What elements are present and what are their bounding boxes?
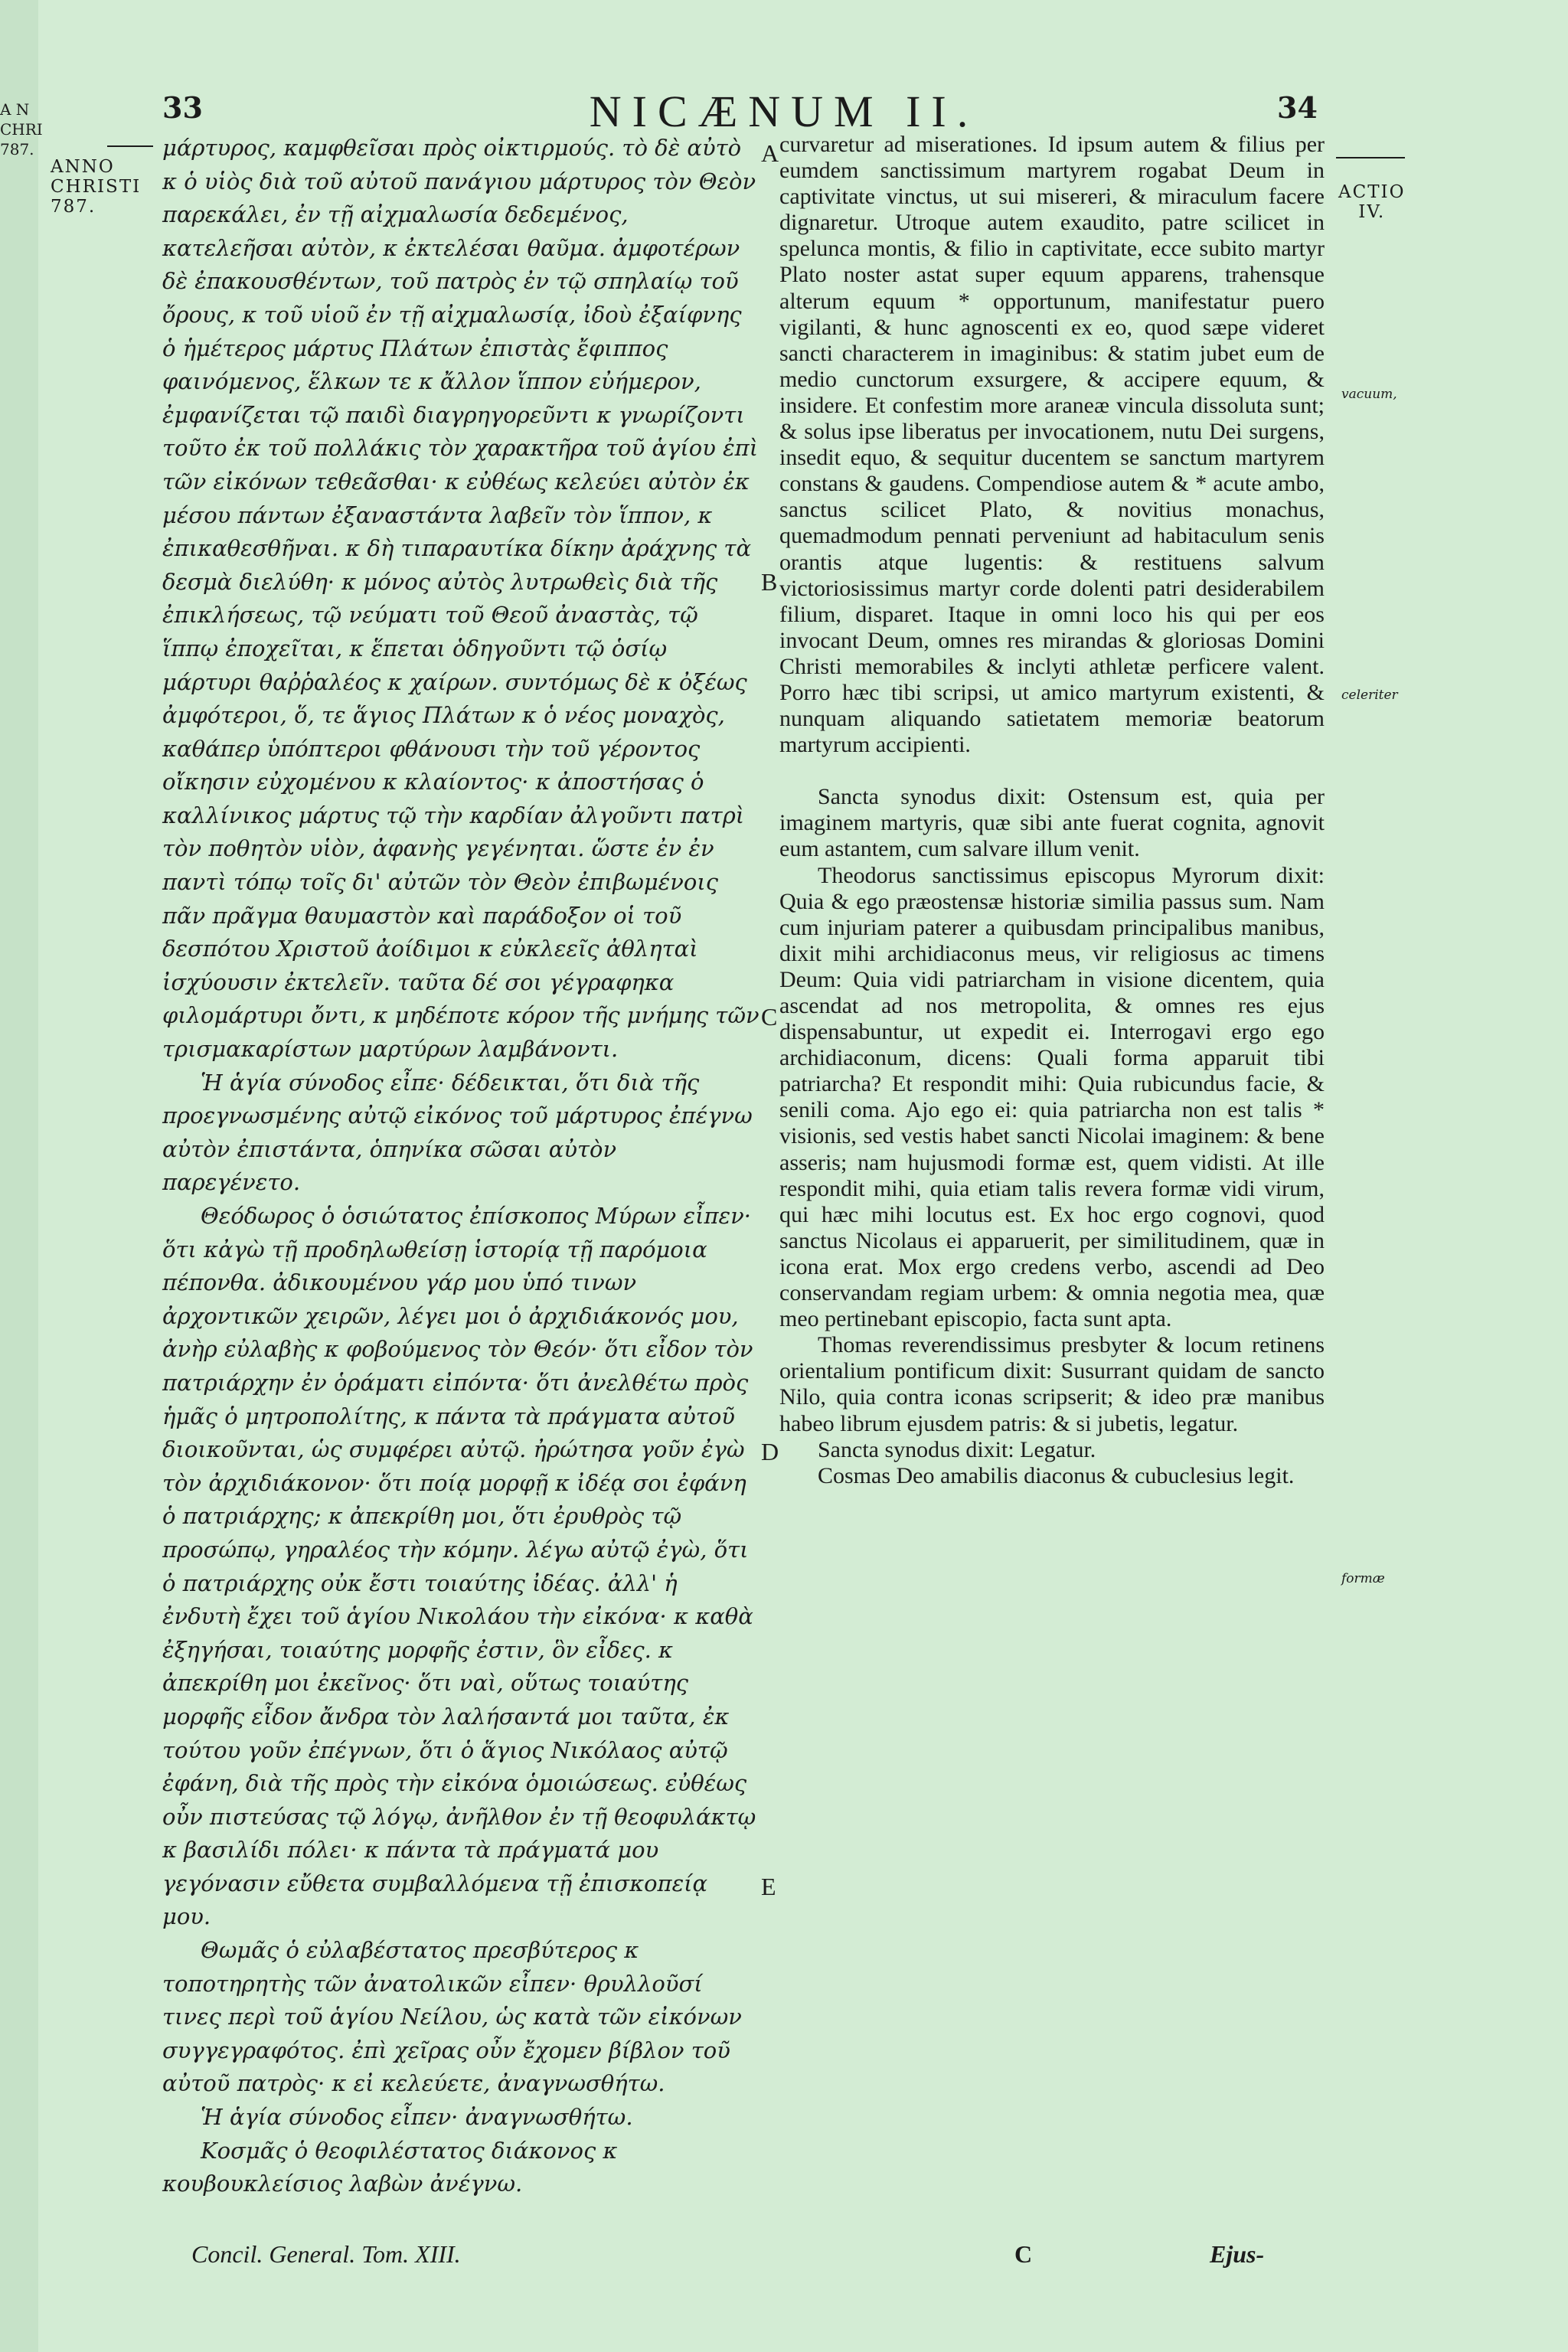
greek-paragraph-cosmas: Κοσμᾶς ὁ θεοφιλέστατος διάκονος κ κουβουκλείσιος λαβὼν ἀνέγνω. bbox=[162, 2137, 618, 2197]
latin-text-column bbox=[779, 132, 1325, 1489]
gloss-vacuum: vacuum, bbox=[1341, 387, 1397, 402]
section-letter-c: C bbox=[761, 1003, 778, 1031]
greek-paragraph-martyr-plato: μάρτυρος, καμφθεῖσαι πρὸς οἰκτιρμούς. τὸ δὲ αὐτὸ κ ὁ υἱὸς διὰ τοῦ αὐτοῦ πανάγιου μάρτυρος τὸν Θεὸν παρεκάλει, ἐν τῇ αἰχμαλωσία δεδεμένος, κατελεῆσαι αὐτὸν, κ ἐκτελέσαι θαῦμα. ἀμφοτέρων δὲ ἐπακουσθέντων, τοῦ πατρὸς ἐν τῷ σπηλαίῳ τοῦ ὄρους, κ τοῦ υἱοῦ ἐν τῇ αἰχμαλωσίᾳ, ἰδοὺ ἐξαίφνης ὁ ἡμέτερος μάρτυς Πλάτων ἐπιστὰς ἔφιππος φαινόμενος, ἕλκων τε κ ἄλλον ἵππον εὐήμερον, ἐμφανίζεται τῷ παιδὶ διαγρηγορεῦντι κ γνωρίζοντι τοῦτο ἐκ τοῦ πολλάκις τὸν χαρακτῆρα τοῦ ἁγίου ἐπὶ τῶν εἰκόνων τεθεᾶσθαι· κ εὐθέως κελεύει αὐτὸν ἐκ μέσου πάντων ἐξαναστάντα λαβεῖν τὸν ἵππον, κ ἐπικαθεσθῆναι. κ δὴ τιπαραυτίκα δίκην ἀράχνης τὰ δεσμὰ διελύθη· κ μόνος αὐτὸς λυτρωθεὶς διὰ τῆς ἐπικλήσεως, τῷ νεύματι τοῦ Θεοῦ ἀναστὰς, τῷ ἵππῳ ἐποχεῖται, κ ἕπεται ὁδηγοῦντι τῷ ὁσίῳ μάρτυρι θαῤῥαλέος κ χαίρων. συντόμως δὲ κ ὀξέως ἀμφότεροι, ὅ, τε ἅγιος Πλάτων κ ὁ νέος μοναχὸς, καθάπερ ὑπόπτεροι φθάνουσι τὴν τοῦ γέροντος οἴκησιν εὐχομένου κ κλαίοντος· κ ἀποστήσας ὁ καλλίνικος μάρτυς τῷ τὴν καρδίαν ἀλγοῦντι πατρὶ τὸν ποθητὸν υἱὸν, ἀφανὴς γεγένηται. ὥστε ἐν ἐν παντὶ τόπῳ τοῖς δι' αὐτῶν τὸν Θεὸν ἐπιβωμένοις πᾶν πρᾶγμα θαυμαστὸν καὶ παράδοξον οἱ τοῦ δεσπότου Χριστοῦ ἀοίδιμοι κ εὐκλεεῖς ἀθληταὶ ἰσχύουσιν ἐκτελεῖν. ταῦτα δέ σοι γέγραφηκα φιλομάρτυρι ὄντι, κ μηδέποτε κόρον τῆς μνήμης τῶν τρισμακαρίστων μαρτύρων λαμβάνοντι. bbox=[162, 135, 760, 1063]
section-letter-a: A bbox=[761, 139, 779, 167]
left-page-number: 33 bbox=[162, 90, 203, 125]
latin-paragraph-theodorus: Theodorus sanctissimus episcopus Myrorum dixit: Quia & ego præostensæ historiæ similia passus sum. Nam cum injuriam paterer a quibusdam principalibus manibus, dixit mihi archidiaconus meus, vir religiosus ac timens Deum: Quia vidi patriarcham in visione dicentem, quia ascendat ad nos metropolita, & omnes res ejus dispensabuntur, ut expedit ei. Interrogavi ergo ego archidiaconum, dicens: Quali forma apparuit tibi patriarcha? Et respondit mihi: Quia rubicundus facie, & senili coma. Ajo ego ei: quia patriarcha non est talis * visionis, sed vestis habet sancti Nicolai imaginem: & bene asseris; nam hujusmodi formæ est, quem vidisti. At ille respondit mihi, quia etiam talis revera formæ vidi virum, qui hæc mihi locutus est. Ex hoc ergo cognovi, quod sanctus Nicolaus ei apparuerit, per similitudinem, quæ in icona erat. Mox ergo credens verbo, ascendi ad Deo conservandam regiam urbem: & omnia negotia mea, quæ meo pertinebant episcopio, facta sunt apta. bbox=[779, 862, 1325, 1332]
footer-signature-mark: C bbox=[1014, 2240, 1033, 2268]
greek-text-column bbox=[162, 132, 760, 2201]
section-letter-d: D bbox=[761, 1438, 779, 1465]
greek-paragraph-synod-response: Ἡ ἁγία σύνοδος εἶπε· δέδεικται, ὅτι διὰ τῆς προεγνωσμένης αὐτῷ εἰκόνος τοῦ μάρτυρος ἐπέγνω αὐτὸν ἐπιστάντα, ὁπηνίκα σῶσαι αὐτὸν παρεγένετο. bbox=[162, 1069, 753, 1196]
greek-paragraph-theodorus: Θεόδωρος ὁ ὁσιώτατος ἐπίσκοπος Μύρων εἶπεν· ὅτι κἀγὼ τῇ προδηλωθείσῃ ἱστορίᾳ τῇ παρόμοια πέπονθα. ἀδικουμένου γάρ μου ὑπό τινων ἀρχοντικῶν χειρῶν, λέγει μοι ὁ ἀρχιδιάκονός μου, ἀνὴρ εὐλαβὴς κ φοβούμενος τὸν Θεόν· ὅτι εἶδον τὸν πατριάρχην ἐν ὁράματι εἰπόντα· ὅτι ἀνελθέτω πρὸς ἡμᾶς ὁ μητροπολίτης, κ πάντα τὰ πράγματα αὐτοῦ διοικοῦνται, ὡς συμφέρει αὐτῷ. ἠρώτησα γοῦν ἐγὼ τὸν ἀρχιδιάκονον· ὅτι ποίᾳ μορφῇ κ ἰδέᾳ σοι ἐφάνη ὁ πατριάρχης; κ ἀπεκρίθη μοι, ὅτι ἐρυθρὸς τῷ προσώπῳ, γηραλέος τὴν κόμην. λέγω αὐτῷ ἐγὼ, ὅτι ὁ πατριάρχης οὐκ ἔστι τοιαύτης ἰδέας. ἀλλ' ἡ ἐνδυτὴ ἔχει τοῦ ἁγίου Νικολάου τὴν εἰκόνα· κ καθὰ ἐξηγήσαι, τοιαύτης μορφῆς ἐστιν, ὃν εἶδες. κ ἀπεκρίθη μοι ἐκεῖνος· ὅτι ναὶ, οὕτως τοιαύτης μορφῆς εἶδον ἄνδρα τὸν λαλήσαντά μοι ταῦτα, ἐκ τούτου γοῦν ἐπέγνων, ὅτι ὁ ἅγιος Νικόλαος αὐτῷ ἐφάνη, διὰ τῆς πρὸς τὴν εἰκόνα ὁμοιώσεως. εὐθέως οὖν πιστεύσας τῷ λόγῳ, ἀνῆλθον ἐν τῇ θεοφυλάκτῳ κ βασιλίδι πόλει· κ πάντα τὰ πράγματά μου γεγόνασιν εὔθετα συμβαλλόμενα τῇ ἐπισκοπείᾳ μου. bbox=[162, 1203, 756, 1930]
page-edge bbox=[0, 0, 38, 2352]
running-title: NICÆNUM II. bbox=[589, 87, 979, 136]
actio-note: ACTIO IV. bbox=[1338, 182, 1406, 222]
greek-paragraph-synod-reading: Ἡ ἁγία σύνοδος εἶπεν· ἀναγνωσθήτω. bbox=[201, 2104, 633, 2131]
section-letter-e: E bbox=[761, 1873, 776, 1900]
gloss-celeriter: celeriter bbox=[1341, 688, 1398, 703]
greek-paragraph-thomas: Θωμᾶς ὁ εὐλαβέστατος πρεσβύτερος κ τοποτηρητὴς τῶν ἀνατολικῶν εἶπεν· θρυλλοῦσί τινες περὶ τοῦ ἁγίου Νείλου, ὡς κατὰ τῶν εἰκόνων συγγεγραφότος. ἐπὶ χεῖρας οὖν ἔχομεν βίβλον τοῦ αὐτοῦ πατρὸς· κ εἰ κελεύετε, ἀναγνωσθήτω. bbox=[162, 1937, 742, 2097]
footer-catchword: Ejus- bbox=[1210, 2240, 1265, 2268]
latin-paragraph-synod-response: Sancta synodus dixit: Ostensum est, quia per imaginem martyris, quæ sibi ante fuerat cognita, agnovit eum astantem, cum salvare illum venit. bbox=[779, 784, 1325, 862]
latin-paragraph-thomas: Thomas reverendissimus presbyter & locum retinens orientalium pontificum dixit: Susurrant quidam de sancto Nilo, quia contra iconas scripserit; & ideo præ manibus habeo librum ejusdem patris: & si jubetis, legatur. bbox=[779, 1332, 1325, 1436]
left-header-rule bbox=[107, 145, 153, 147]
latin-paragraph-martyr-plato: curvaretur ad miserationes. Id ipsum autem & filius per eumdem sanctissimum martyrem rogabat Deum in captivitate vinctus, ut sui misereri, & miraculum facere dignaretur. Utroque autem exaudito, patre scilicet in spelunca montis, & filio in captivitate, ecce subito martyr Plato noster astat super equum apparens, trahensque alterum equum * opportunum, manifestatur puero vigilanti, & hunc agnoscenti ex eo, quod sæpe videret sancti characterem in imaginibus: & statim jubet eum de medio cunctorum exsurgere, & accipere equum, & insidere. Et confestim more araneæ vincula dissoluta sunt; & solus ipse liberatus per invocationem, nutu Dei surgens, insedit equo, & sequitur ducentem se sanctum martyrem constans & gaudens. Compendiose autem & * acute ambo, sanctus scilicet Plato, & novitius monachus, quemadmodum pennati perveniunt ad habitaculum senis orantis atque lugentis: & restituens salvum victoriosissimus martyr corde dolenti patri desiderabilem filium, disparet. Itaque in omni loco his qui per eos invocant Deum, omnes res mirandas & gloriosas Domini Christi memorabiles & inclyti athletæ perficere valent. Porro hæc tibi scripsi, ut amico martyrum existenti, & nunquam aliquando satietatem memoriæ beatorum martyrum accipienti. bbox=[779, 132, 1325, 758]
gloss-formae: formæ bbox=[1341, 1571, 1385, 1586]
anno-christi-note: ANNO CHRISTI 787. bbox=[51, 157, 142, 217]
footer-citation: Concil. General. Tom. XIII. bbox=[191, 2240, 461, 2268]
right-page-number: 34 bbox=[1277, 90, 1318, 125]
section-letter-b: B bbox=[761, 568, 778, 596]
right-header-rule bbox=[1336, 157, 1405, 158]
latin-paragraph-synod-reading: Sancta synodus dixit: Legatur. bbox=[818, 1436, 1096, 1462]
edge-margin-text: A N CHRI 787. bbox=[0, 100, 43, 158]
latin-paragraph-cosmas: Cosmas Deo amabilis diaconus & cubuclesius legit. bbox=[818, 1462, 1295, 1488]
